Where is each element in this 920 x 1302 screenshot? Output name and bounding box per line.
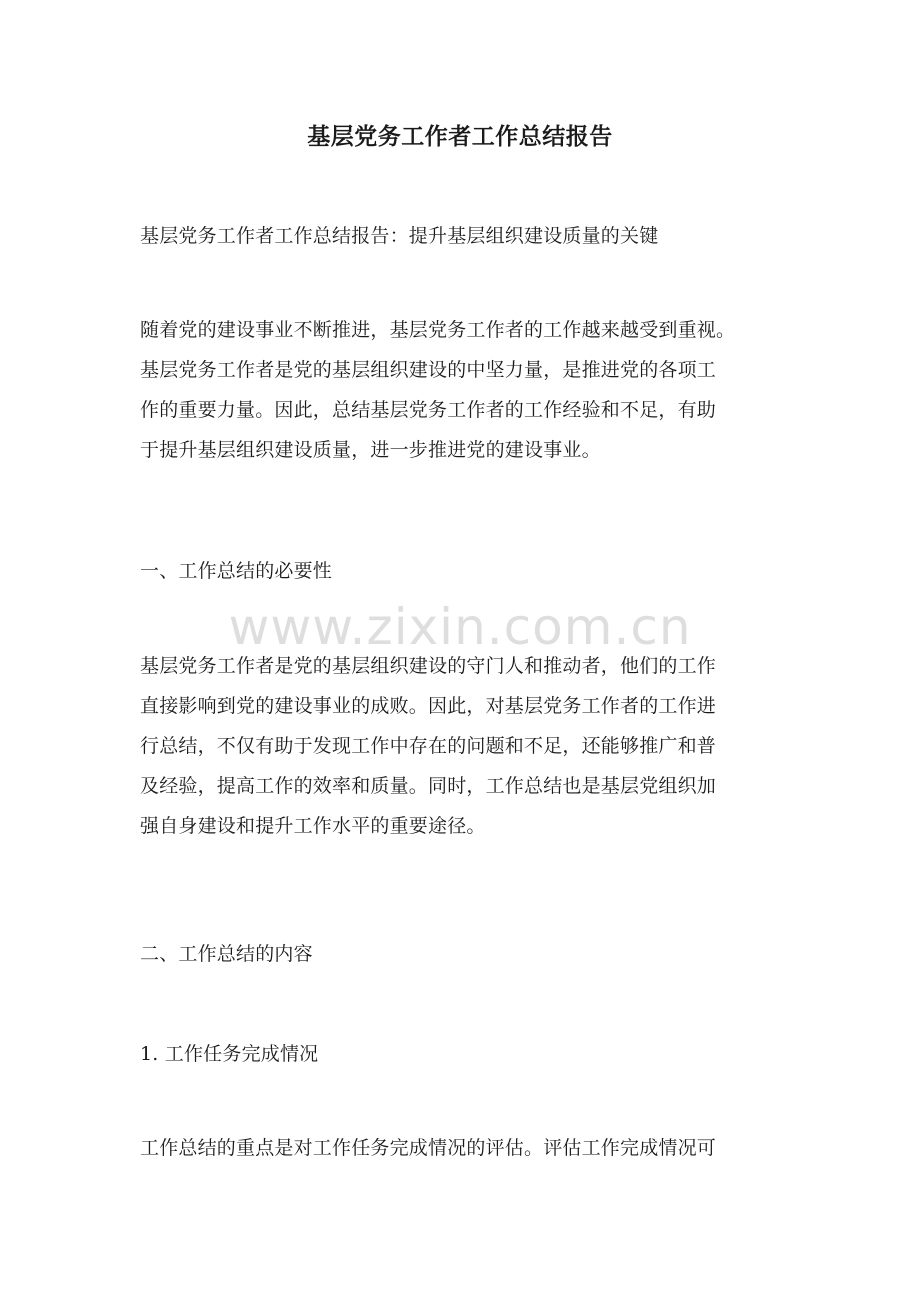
subtitle-line: 基层党务工作者工作总结报告：提升基层组织建设质量的关键	[140, 225, 659, 247]
intro-line: 基层党务工作者是党的基层组织建设的中坚力量，是推进党的各项工	[140, 359, 717, 381]
body-line: 及经验，提高工作的效率和质量。同时，工作总结也是基层党组织加	[140, 775, 717, 797]
watermark: www.zixin.com.cn	[228, 598, 692, 656]
section-body-necessity	[140, 646, 790, 846]
section-heading-line: 二、工作总结的内容	[140, 943, 313, 965]
subsection-heading-task-completion	[140, 1034, 790, 1074]
document-subtitle	[140, 216, 790, 256]
intro-line: 于提升基层组织建设质量，进一步推进党的建设事业。	[140, 439, 601, 461]
document-title: 基层党务工作者工作总结报告	[307, 123, 613, 150]
section-heading-line: 一、工作总结的必要性	[140, 560, 333, 582]
intro-paragraph	[140, 310, 790, 470]
subsection-heading-line: 1. 工作任务完成情况	[140, 1043, 319, 1065]
section-heading-content	[140, 934, 790, 974]
body-line: 基层党务工作者是党的基层组织建设的守门人和推动者，他们的工作	[140, 655, 717, 677]
subsection-body-task-completion	[140, 1128, 790, 1168]
intro-line: 随着党的建设事业不断推进，基层党务工作者的工作越来越受到重视。	[140, 319, 736, 341]
intro-line: 作的重要力量。因此，总结基层党务工作者的工作经验和不足，有助	[140, 399, 717, 421]
body-line: 工作总结的重点是对工作任务完成情况的评估。评估工作完成情况可	[140, 1137, 717, 1159]
body-line: 强自身建设和提升工作水平的重要途径。	[140, 815, 486, 837]
body-line: 直接影响到党的建设事业的成败。因此，对基层党务工作者的工作进	[140, 695, 717, 717]
body-line: 行总结，不仅有助于发现工作中存在的问题和不足，还能够推广和普	[140, 735, 717, 757]
section-heading-necessity	[140, 551, 790, 591]
